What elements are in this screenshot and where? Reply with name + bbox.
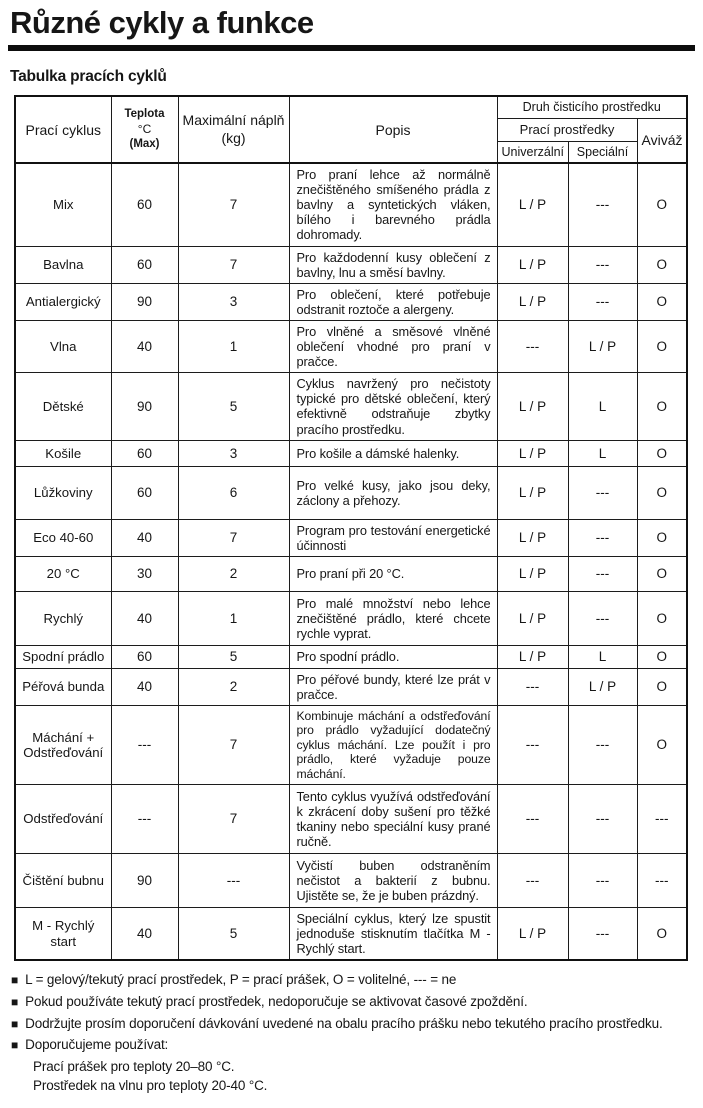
footnote-line: [11, 994, 695, 1010]
cell-softener: O: [637, 705, 687, 784]
column-header-cycle: Prací cyklus: [15, 96, 111, 163]
column-header-max-load: Maximální náplň (kg): [178, 96, 289, 163]
cell-universal-detergent: L / P: [497, 591, 568, 645]
table-row: [15, 705, 687, 784]
cell-special-detergent: ---: [568, 556, 637, 591]
cell-softener: O: [637, 320, 687, 372]
table-row: [15, 373, 687, 440]
cell-temperature: 60: [111, 645, 178, 668]
cell-cycle-name: Čištění bubnu: [15, 853, 111, 907]
cell-cycle-name: Bavlna: [15, 246, 111, 283]
cell-max-load: 5: [178, 373, 289, 440]
cell-cycle-name: 20 °C: [15, 556, 111, 591]
cell-description: Pro vlněné a směsové vlněné oblečení vhodné pro praní v pračce.: [289, 320, 497, 372]
cell-temperature: ---: [111, 784, 178, 853]
cell-universal-detergent: L / P: [497, 440, 568, 466]
cell-temperature: 90: [111, 373, 178, 440]
cell-universal-detergent: ---: [497, 784, 568, 853]
cell-description: Pro péřové bundy, které lze prát v pračce.: [289, 668, 497, 705]
cell-temperature: ---: [111, 705, 178, 784]
footnote-indented-lines: [11, 1059, 695, 1094]
table-row: [15, 784, 687, 853]
cell-max-load: 6: [178, 466, 289, 519]
cell-special-detergent: L: [568, 440, 637, 466]
cell-cycle-name: Dětské: [15, 373, 111, 440]
cell-softener: O: [637, 907, 687, 960]
table-row: [15, 466, 687, 519]
temperature-max: (Max): [129, 138, 160, 151]
cell-special-detergent: ---: [568, 466, 637, 519]
cell-description: Pro košile a dámské halenky.: [289, 440, 497, 466]
footnotes: [11, 972, 695, 1093]
cell-cycle-name: Eco 40-60: [15, 519, 111, 556]
footnote-line: [11, 1016, 695, 1032]
cell-max-load: 5: [178, 907, 289, 960]
cell-description: Cyklus navržený pro nečistoty typické pro dětské oblečení, který efektivně odstraňuje zbytky pracího prostředku.: [289, 373, 497, 440]
cell-special-detergent: ---: [568, 246, 637, 283]
table-header: [15, 96, 687, 163]
cell-max-load: 7: [178, 246, 289, 283]
cell-universal-detergent: L / P: [497, 556, 568, 591]
square-bullet-icon: ■: [11, 973, 19, 988]
cell-special-detergent: ---: [568, 283, 637, 320]
wash-cycles-table: [14, 95, 688, 961]
footnote-indented-line: Prostředek na vlnu pro teploty 20-40 °C.: [33, 1078, 268, 1094]
table-row: [15, 163, 687, 246]
cell-softener: O: [637, 373, 687, 440]
cell-universal-detergent: ---: [497, 320, 568, 372]
square-bullet-icon: ■: [11, 1038, 19, 1053]
cell-softener: O: [637, 283, 687, 320]
title-divider: [8, 45, 695, 51]
cell-special-detergent: ---: [568, 705, 637, 784]
cell-softener: O: [637, 440, 687, 466]
cell-max-load: 1: [178, 320, 289, 372]
table-body: [15, 163, 687, 960]
column-header-special: Speciální: [568, 141, 637, 163]
cell-max-load: ---: [178, 853, 289, 907]
cell-temperature: 60: [111, 246, 178, 283]
square-bullet-icon: ■: [11, 994, 19, 1009]
cell-max-load: 7: [178, 784, 289, 853]
cell-cycle-name: M - Rychlý start: [15, 907, 111, 960]
cell-cycle-name: Mix: [15, 163, 111, 246]
cell-softener: O: [637, 591, 687, 645]
page-title: Různé cykly a funkce: [10, 5, 314, 40]
footnote-line: [11, 1037, 695, 1053]
cell-universal-detergent: L / P: [497, 373, 568, 440]
cell-description: Pro praní při 20 °C.: [289, 556, 497, 591]
cell-description: Kombinuje máchání a odstřeďování pro prádlo vyžadující dodatečný cyklus máchání. Lze použít i pro prádlo, které vyžaduje pouze máchání.: [289, 705, 497, 784]
square-bullet-icon: ■: [11, 1016, 19, 1031]
cell-description: Pro praní lehce až normálně znečištěného smíšeného prádla z bavlny a syntetických vláken, bílého i barevného prádla dohromady.: [289, 163, 497, 246]
cell-temperature: 90: [111, 853, 178, 907]
cell-description: Pro spodní prádlo.: [289, 645, 497, 668]
cell-description: Pro malé množství nebo lehce znečištěné prádlo, které chcete rychle vyprat.: [289, 591, 497, 645]
column-header-description: Popis: [289, 96, 497, 163]
column-header-detergent-type: Druh čisticího prostředku: [497, 96, 687, 118]
table-row: [15, 246, 687, 283]
temperature-label: Teplota: [124, 108, 165, 121]
cell-softener: O: [637, 645, 687, 668]
cell-special-detergent: ---: [568, 519, 637, 556]
footnote-bullets: [11, 972, 695, 1053]
cell-cycle-name: Košile: [15, 440, 111, 466]
cell-max-load: 2: [178, 668, 289, 705]
cell-universal-detergent: ---: [497, 705, 568, 784]
cell-softener: O: [637, 246, 687, 283]
column-header-temperature: [111, 96, 178, 163]
cell-special-detergent: ---: [568, 163, 637, 246]
cell-max-load: 3: [178, 440, 289, 466]
header-row-1: [15, 96, 687, 118]
cell-description: Pro každodenní kusy oblečení z bavlny, lnu a směsí bavlny.: [289, 246, 497, 283]
cell-max-load: 5: [178, 645, 289, 668]
cell-softener: ---: [637, 784, 687, 853]
table-row: [15, 645, 687, 668]
cell-cycle-name: Rychlý: [15, 591, 111, 645]
cell-special-detergent: L: [568, 645, 637, 668]
cell-temperature: 40: [111, 668, 178, 705]
table-row: [15, 556, 687, 591]
cell-temperature: 90: [111, 283, 178, 320]
cell-temperature: 60: [111, 440, 178, 466]
column-header-universal: Univerzální: [497, 141, 568, 163]
footnote-indented-line: Prací prášek pro teploty 20–80 °C.: [33, 1058, 235, 1074]
cell-softener: O: [637, 668, 687, 705]
cell-max-load: 2: [178, 556, 289, 591]
cell-description: Tento cyklus využívá odstřeďování k zkrácení doby sušení pro těžké tkaniny nebo speciální kusy prané ručně.: [289, 784, 497, 853]
cell-temperature: 40: [111, 320, 178, 372]
cell-universal-detergent: L / P: [497, 519, 568, 556]
cell-cycle-name: Péřová bunda: [15, 668, 111, 705]
cell-universal-detergent: L / P: [497, 645, 568, 668]
footnote-line: [11, 972, 695, 988]
cell-max-load: 7: [178, 163, 289, 246]
cell-temperature: 40: [111, 519, 178, 556]
cell-temperature: 60: [111, 466, 178, 519]
cell-description: Vyčistí buben odstraněním nečistot a bakterií z bubnu. Ujistěte se, že je buben prázdný.: [289, 853, 497, 907]
column-header-softener: Aviváž: [637, 118, 687, 163]
cell-softener: O: [637, 466, 687, 519]
table-row: [15, 907, 687, 960]
cell-softener: ---: [637, 853, 687, 907]
cell-max-load: 7: [178, 705, 289, 784]
cell-temperature: 30: [111, 556, 178, 591]
cell-universal-detergent: L / P: [497, 283, 568, 320]
cell-universal-detergent: L / P: [497, 907, 568, 960]
cell-description: Speciální cyklus, který lze spustit jednoduše stisknutím tlačítka M - Rychlý start.: [289, 907, 497, 960]
cell-special-detergent: ---: [568, 907, 637, 960]
cell-max-load: 7: [178, 519, 289, 556]
cell-special-detergent: ---: [568, 784, 637, 853]
cell-universal-detergent: L / P: [497, 466, 568, 519]
table-row: [15, 320, 687, 372]
cell-temperature: 60: [111, 163, 178, 246]
cell-cycle-name: Máchání + Odstřeďování: [15, 705, 111, 784]
cell-cycle-name: Odstřeďování: [15, 784, 111, 853]
table-row: [15, 591, 687, 645]
cell-softener: O: [637, 163, 687, 246]
table-row: [15, 440, 687, 466]
table-row: [15, 283, 687, 320]
cell-universal-detergent: ---: [497, 853, 568, 907]
cell-cycle-name: Antialergický: [15, 283, 111, 320]
section-heading: Tabulka pracích cyklů: [10, 68, 167, 86]
cell-description: Pro oblečení, které potřebuje odstranit roztoče a alergeny.: [289, 283, 497, 320]
cell-special-detergent: L / P: [568, 668, 637, 705]
cell-special-detergent: ---: [568, 591, 637, 645]
cell-universal-detergent: ---: [497, 668, 568, 705]
cell-description: Pro velké kusy, jako jsou deky, záclony a přehozy.: [289, 466, 497, 519]
cell-cycle-name: Spodní prádlo: [15, 645, 111, 668]
cell-cycle-name: Vlna: [15, 320, 111, 372]
cell-description: Program pro testování energetické účinnosti: [289, 519, 497, 556]
cell-universal-detergent: L / P: [497, 246, 568, 283]
cell-special-detergent: ---: [568, 853, 637, 907]
cell-max-load: 3: [178, 283, 289, 320]
footnote-text: Doporučujeme používat:: [25, 1037, 169, 1053]
footnote-text: Dodržujte prosím doporučení dávkování uvedené na obalu pracího prášku nebo tekutého pracího prostředku.: [25, 1015, 663, 1031]
cell-temperature: 40: [111, 591, 178, 645]
table-row: [15, 519, 687, 556]
column-header-detergents: Prací prostředky: [497, 118, 637, 141]
cell-softener: O: [637, 556, 687, 591]
table-row: [15, 853, 687, 907]
footnote-text: L = gelový/tekutý prací prostředek, P = prací prášek, O = volitelné, --- = ne: [25, 972, 457, 988]
cell-special-detergent: L: [568, 373, 637, 440]
cell-cycle-name: Lůžkoviny: [15, 466, 111, 519]
cell-max-load: 1: [178, 591, 289, 645]
temperature-unit: °C: [137, 122, 152, 137]
cell-universal-detergent: L / P: [497, 163, 568, 246]
footnote-text: Pokud používáte tekutý prací prostředek, nedoporučuje se aktivovat časové zpoždění.: [25, 993, 528, 1009]
cell-softener: O: [637, 519, 687, 556]
table-row: [15, 668, 687, 705]
cell-special-detergent: L / P: [568, 320, 637, 372]
cell-temperature: 40: [111, 907, 178, 960]
